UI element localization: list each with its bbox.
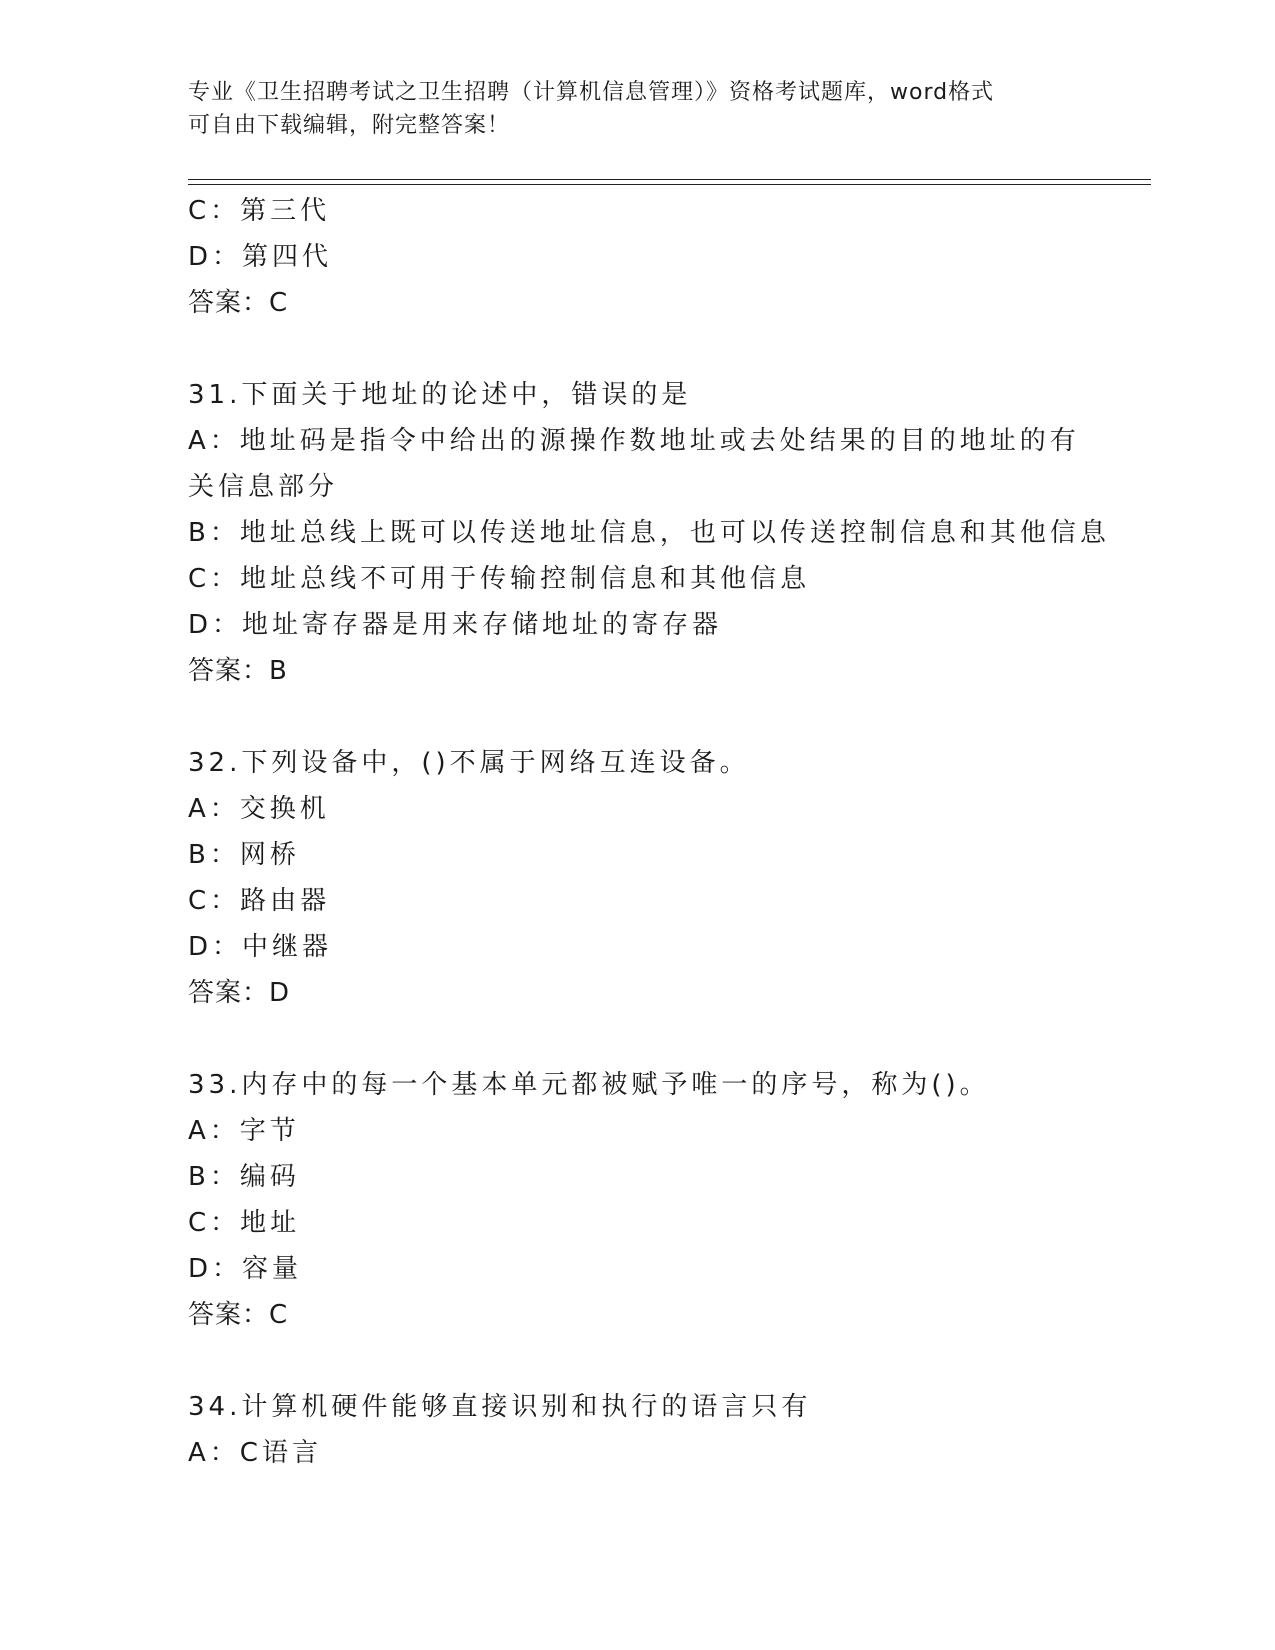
question-block-31 [188,372,1148,694]
header-line-2: 可自由下载编辑，附完整答案！ [188,113,511,138]
spacer [188,1016,1148,1062]
spacer [188,1338,1148,1384]
question-list [188,188,1148,1476]
answer-line: 答案：D [188,978,291,1008]
option-a: A：交换机 [188,794,330,824]
answer-line: 答案：C [188,1300,289,1330]
option-a: A：C语言 [188,1438,322,1468]
question-stem: 34.计算机硬件能够直接识别和执行的语言只有 [188,1392,812,1422]
spacer [188,326,1148,372]
option-c: C：第三代 [188,196,331,226]
question-block-34 [188,1384,1148,1476]
page-header [188,76,1088,142]
question-stem: 33.内存中的每一个基本单元都被赋予唯一的序号，称为()。 [188,1070,990,1100]
question-block-32 [188,740,1148,1016]
answer-line: 答案：B [188,656,288,686]
question-stem: 31.下面关于地址的论述中，错误的是 [188,380,692,410]
option-d: D：地址寄存器是用来存储地址的寄存器 [188,610,723,640]
option-c: C：地址总线不可用于传输控制信息和其他信息 [188,564,811,594]
option-a: A：地址码是指令中给出的源操作数地址或去处结果的目的地址的有关信息部分 [188,426,1080,502]
option-d: D：中继器 [188,932,333,962]
question-block-prev [188,188,1148,326]
header-divider-bottom [188,184,1151,185]
header-line-1: 专业《卫生招聘考试之卫生招聘（计算机信息管理）》资格考试题库，word格式 [188,80,995,105]
option-b: B：地址总线上既可以传送地址信息，也可以传送控制信息和其他信息 [188,518,1110,548]
option-a: A：字节 [188,1116,300,1146]
option-d: D：容量 [188,1254,303,1284]
answer-line: 答案：C [188,288,289,318]
option-b: B：编码 [188,1162,300,1192]
option-b: B：网桥 [188,840,300,870]
header-divider-top [188,179,1151,180]
spacer [188,694,1148,740]
option-c: C：地址 [188,1208,301,1238]
option-c: C：路由器 [188,886,331,916]
question-stem: 32.下列设备中，()不属于网络互连设备。 [188,748,750,778]
question-block-33 [188,1062,1148,1338]
option-d: D：第四代 [188,242,333,272]
